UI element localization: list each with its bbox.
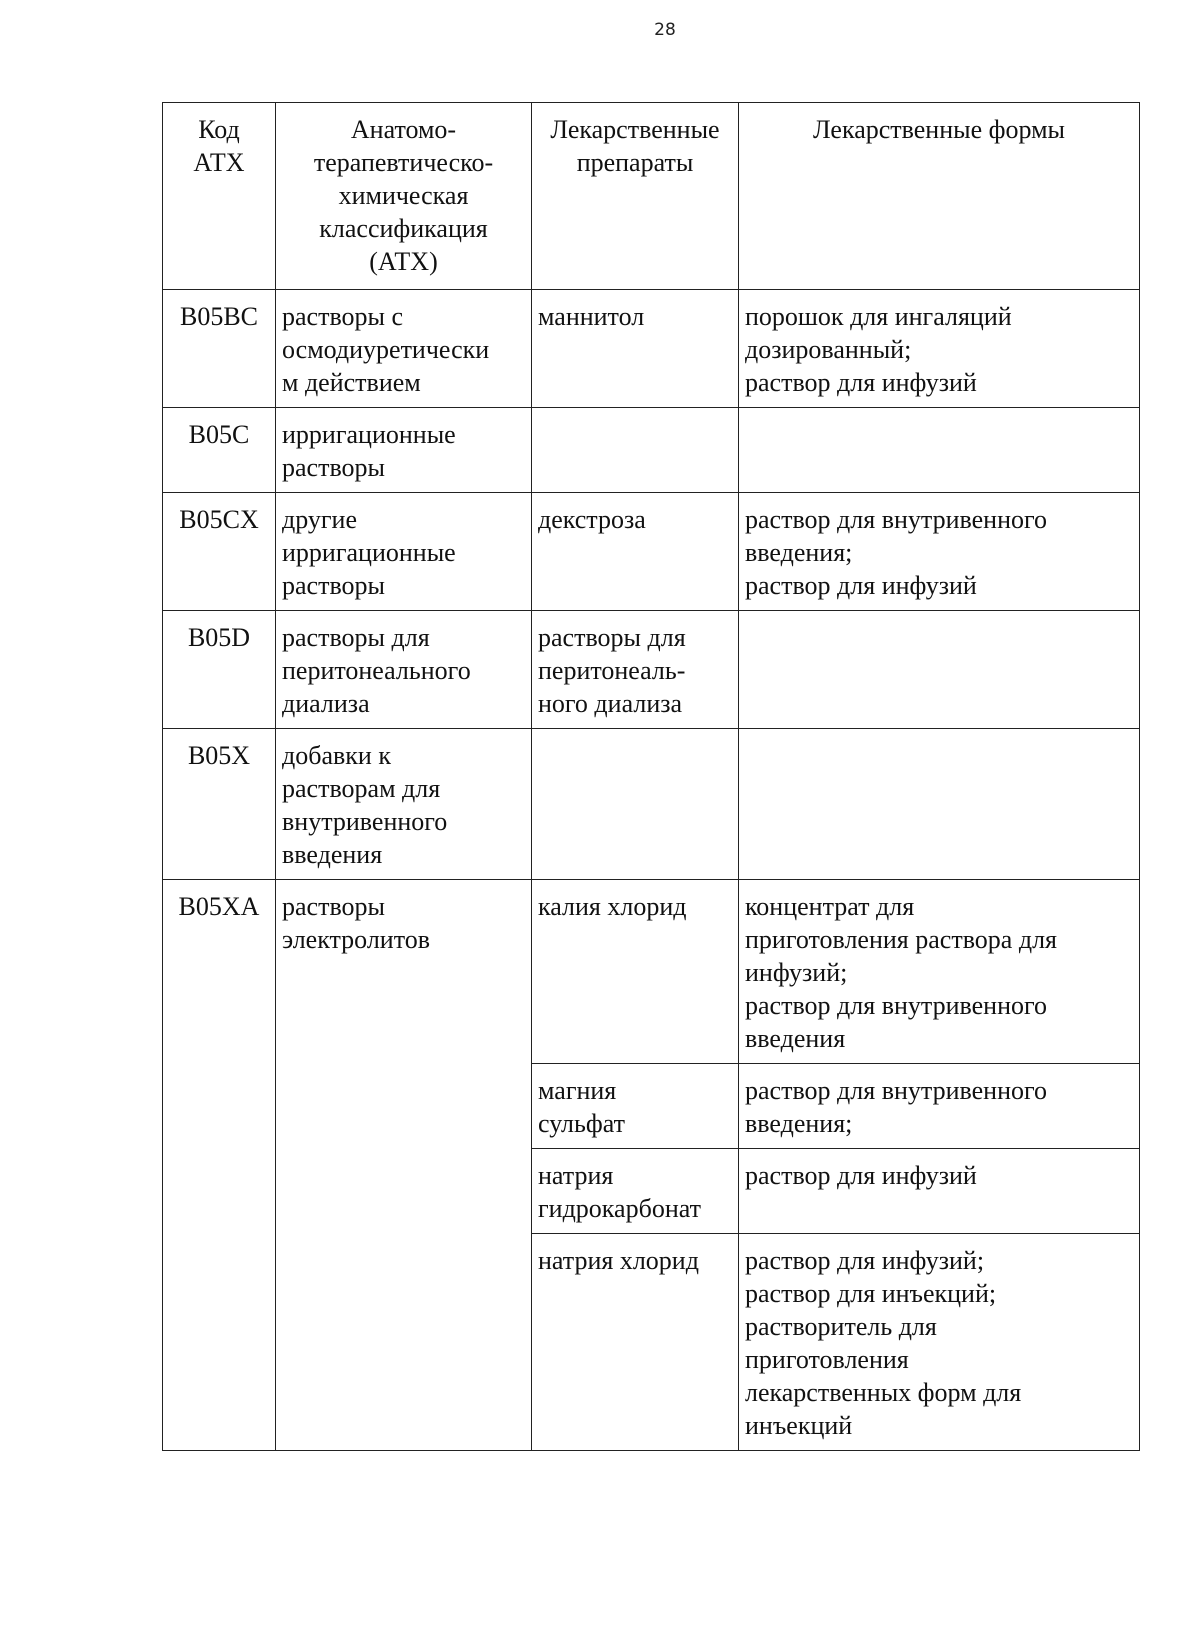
text-line: диализа (282, 689, 370, 718)
text-line: введения; (745, 538, 853, 567)
drug-cell (532, 1234, 739, 1451)
text-line: введения (745, 1024, 846, 1053)
text-line: магния (538, 1076, 617, 1105)
atx-code-cell: B05XA (163, 880, 276, 1451)
text-line: гидрокарбонат (538, 1194, 701, 1223)
dosage-form-cell (739, 1064, 1140, 1149)
table-row (163, 611, 1140, 729)
dosage-form-cell (739, 611, 1140, 729)
header-classification (276, 103, 532, 290)
dosage-form-cell (739, 493, 1140, 611)
classification-cell (276, 290, 532, 408)
classification-cell (276, 408, 532, 493)
classification-cell (276, 611, 532, 729)
dosage-form-cell (739, 408, 1140, 493)
text-line: инъекций (745, 1411, 853, 1440)
text-line: раствор для инфузий (745, 571, 977, 600)
text-line: химическая (338, 181, 469, 210)
header-drugs (532, 103, 739, 290)
text-line: порошок для ингаляций (745, 302, 1012, 331)
text-line: растворы (282, 453, 386, 482)
text-line: растворы (282, 892, 386, 921)
text-line: терапевтическо- (313, 148, 494, 177)
text-line: раствор для внутривенного (745, 1076, 1047, 1105)
text-line: м действием (282, 368, 421, 397)
text-line: ирригационные (282, 538, 456, 567)
dosage-form-cell (739, 880, 1140, 1064)
text-line: растворам для (282, 774, 441, 803)
table-row (163, 493, 1140, 611)
text-line: раствор для внутривенного (745, 505, 1047, 534)
text-line: растворы (282, 571, 386, 600)
text-line: раствор для инъекций; (745, 1279, 997, 1308)
table-header (163, 103, 1140, 290)
text-line: добавки к (282, 741, 391, 770)
text-line: инфузий; (745, 958, 848, 987)
dosage-form-cell (739, 1234, 1140, 1451)
text-line: концентрат для (745, 892, 915, 921)
text-line: (АТХ) (369, 247, 438, 276)
text-line: приготовления (745, 1345, 909, 1374)
text-line: приготовления раствора для (745, 925, 1057, 954)
text-line: электролитов (282, 925, 431, 954)
dosage-form-cell (739, 729, 1140, 880)
text-line: растворы для (282, 623, 430, 652)
text-line: Анатомо- (350, 115, 457, 144)
text-line: ного диализа (538, 689, 683, 718)
text-line: введения (282, 840, 383, 869)
table-body (163, 290, 1140, 1451)
text-line: лекарственных форм для (745, 1378, 1022, 1407)
table-row (163, 729, 1140, 880)
drug-cell (532, 1064, 739, 1149)
header-forms (739, 103, 1140, 290)
text-line: дозированный; (745, 335, 912, 364)
text-line: Лекарственные формы (812, 115, 1066, 144)
text-line: растворитель для (745, 1312, 937, 1341)
text-line: раствор для внутривенного (745, 991, 1047, 1020)
classification-cell (276, 493, 532, 611)
drug-cell (532, 880, 739, 1064)
drug-cell (532, 611, 739, 729)
text-line: растворы с (282, 302, 404, 331)
text-line: маннитол (538, 302, 645, 331)
text-line: перитонеаль- (538, 656, 686, 685)
atx-code-cell: B05C (163, 408, 276, 493)
text-line: другие (282, 505, 358, 534)
text-line: введения; (745, 1109, 853, 1138)
text-line: натрия (538, 1161, 614, 1190)
header-code (163, 103, 276, 290)
atx-code-cell: B05D (163, 611, 276, 729)
text-line: декстроза (538, 505, 646, 534)
text-line: АТХ (193, 148, 245, 177)
atx-table (162, 102, 1140, 1451)
atx-code-cell: B05BC (163, 290, 276, 408)
drug-cell (532, 493, 739, 611)
text-line: препараты (576, 148, 694, 177)
classification-cell (276, 880, 532, 1451)
text-line: растворы для (538, 623, 686, 652)
text-line: натрия хлорид (538, 1246, 699, 1275)
text-line: сульфат (538, 1109, 625, 1138)
header-row (163, 103, 1140, 290)
text-line: раствор для инфузий (745, 1161, 977, 1190)
drug-cell (532, 729, 739, 880)
text-line: классификация (319, 214, 488, 243)
dosage-form-cell (739, 1149, 1140, 1234)
atx-code-cell: B05CX (163, 493, 276, 611)
drug-cell (532, 408, 739, 493)
text-line: осмодиуретически (282, 335, 490, 364)
table-row (163, 408, 1140, 493)
text-line: Лекарственные (550, 115, 720, 144)
table-row (163, 290, 1140, 408)
text-line: калия хлорид (538, 892, 687, 921)
text-line: ирригационные (282, 420, 456, 449)
table-row (163, 880, 1140, 1064)
text-line: внутривенного (282, 807, 448, 836)
text-line: перитонеального (282, 656, 471, 685)
classification-cell (276, 729, 532, 880)
text-line: раствор для инфузий; (745, 1246, 985, 1275)
dosage-form-cell (739, 290, 1140, 408)
text-line: раствор для инфузий (745, 368, 977, 397)
page-number: 28 (654, 20, 676, 40)
atx-code-cell: B05X (163, 729, 276, 880)
drug-cell (532, 1149, 739, 1234)
text-line: Код (198, 115, 240, 144)
drug-cell (532, 290, 739, 408)
